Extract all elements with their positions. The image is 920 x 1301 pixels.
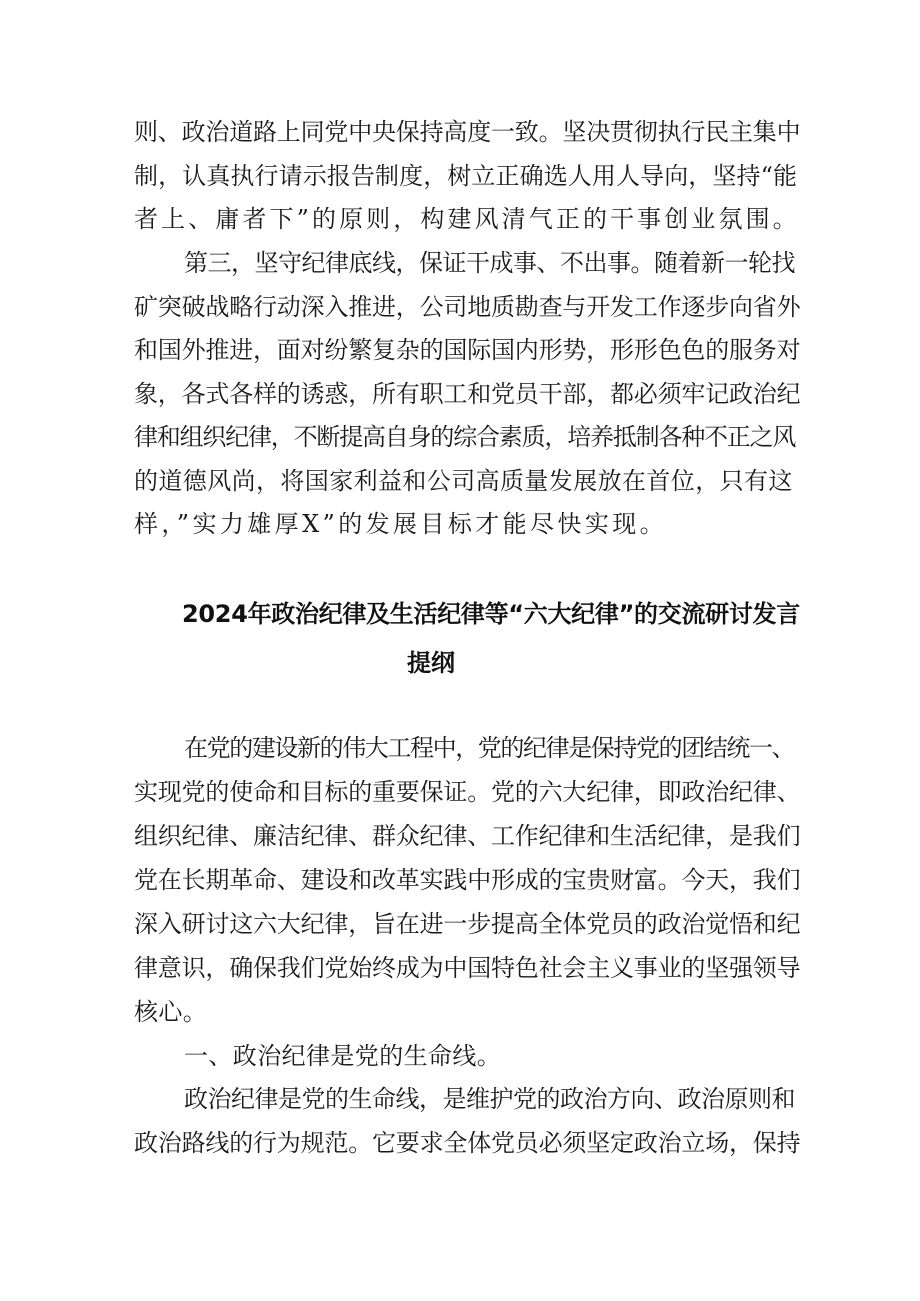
- intro-line: 组织纪律、廉洁纪律、群众纪律、工作纪律和生活纪律，是我们: [134, 822, 801, 850]
- paragraph-line: 律和组织纪律，不断提高自身的综合素质，培养抵制各种不正之风: [134, 423, 796, 451]
- paragraph-line: 则、政治道路上同党中央保持高度一致。坚决贯彻执行民主集中: [134, 118, 801, 146]
- paragraph-line: 制，认真执行请示报告制度，树立正确选人用人导向，坚持“能: [134, 162, 798, 190]
- paragraph-line: 的道德风尚，将国家利益和公司高质量发展放在首位，只有这: [134, 467, 793, 495]
- intro-line: 实现党的使命和目标的重要保证。党的六大纪律，即政治纪律、: [134, 778, 801, 806]
- intro-line: 党在长期革命、建设和改革实践中形成的宝贵财富。今天，我们: [134, 866, 801, 894]
- paragraph-line: 象，各式各样的诱惑，所有职工和党员干部，都必须牢记政治纪: [134, 380, 801, 408]
- paragraph-line: 者上、庸者下”的原则，构建风清气正的干事创业氛围。: [134, 205, 800, 233]
- paragraph-line: 第三，坚守纪律底线，保证干成事、不出事。随着新一轮找: [184, 249, 795, 277]
- article-title-line2: 提纲: [407, 649, 455, 677]
- intro-line: 在党的建设新的伟大工程中，党的纪律是保持党的团结统一、: [184, 734, 795, 762]
- body-line: 政治纪律是党的生命线，是维护党的政治方向、政治原则和: [184, 1085, 795, 1113]
- paragraph-line: 样，”实力雄厚X”的发展目标才能尽快实现。: [134, 510, 668, 538]
- body-line: 政治路线的行为规范。它要求全体党员必须坚定政治立场，保持: [134, 1129, 801, 1157]
- paragraph-line: 矿突破战略行动深入推进，公司地质勘查与开发工作逐步向省外: [134, 293, 801, 321]
- article-title-line1: 2024年政治纪律及生活纪律等“六大纪律”的交流研讨发言: [182, 600, 800, 628]
- intro-line: 律意识，确保我们党始终成为中国特色社会主义事业的坚强领导: [134, 954, 801, 982]
- intro-line: 深入研讨这六大纪律，旨在进一步提高全体党员的政治觉悟和纪: [134, 910, 801, 938]
- paragraph-line: 和国外推进，面对纷繁复杂的国际国内形势，形形色色的服务对: [134, 336, 801, 364]
- section-heading: 一、政治纪律是党的生命线。: [184, 1042, 502, 1070]
- intro-line: 核心。: [134, 998, 208, 1026]
